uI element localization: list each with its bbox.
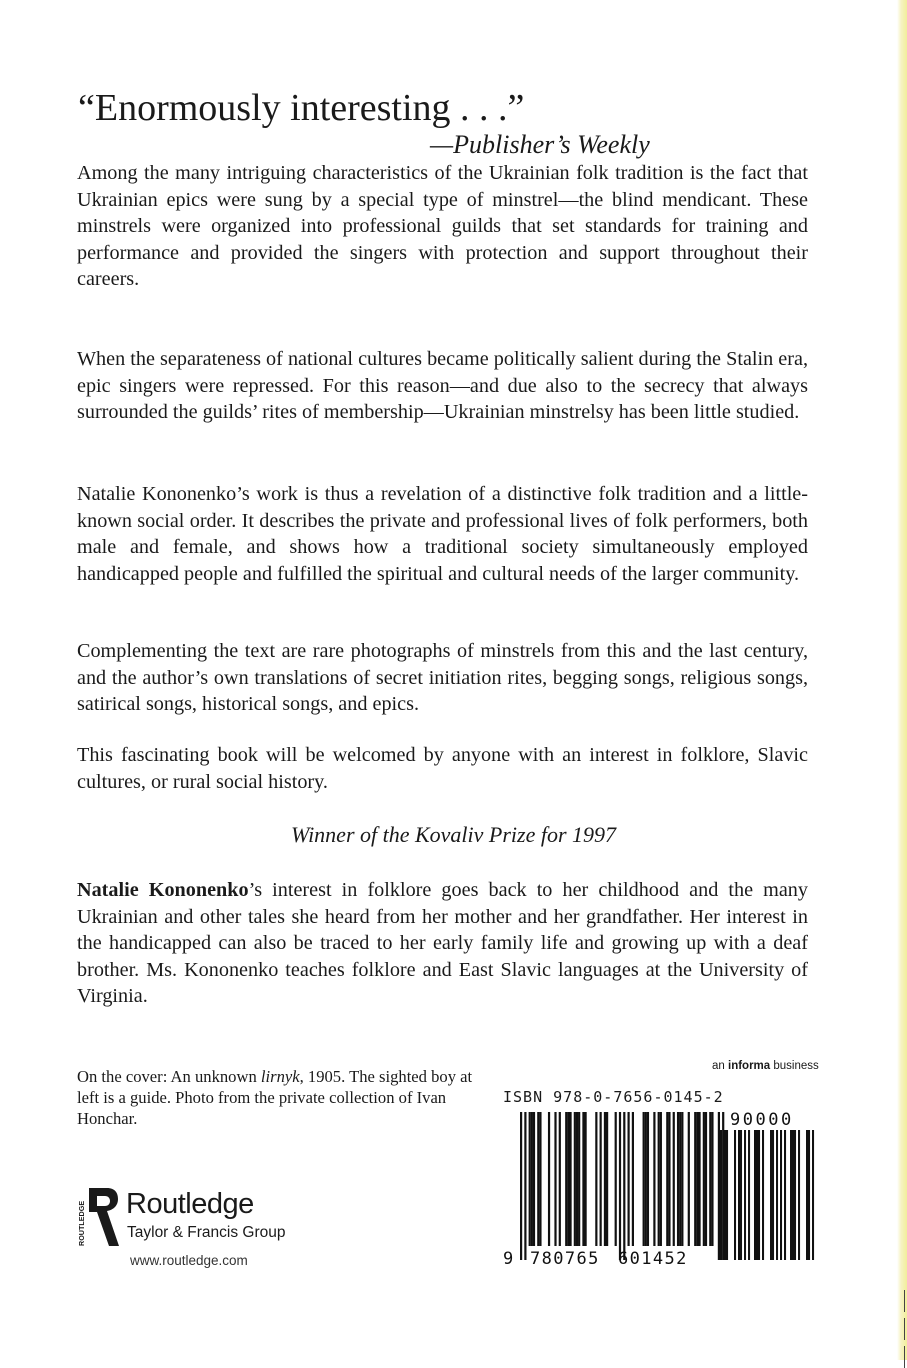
blurb-source: —Publisher’s Weekly: [430, 130, 650, 159]
barcode-bar: [632, 1112, 634, 1246]
barcode-bar: [696, 1112, 698, 1246]
barcode-bar: [660, 1112, 662, 1246]
addon-bar: [726, 1130, 728, 1260]
barcode-price-code: 90000: [730, 1110, 794, 1130]
edge-tick: [904, 1290, 905, 1312]
barcode-bar: [658, 1112, 660, 1246]
barcode-bar: [595, 1112, 597, 1246]
barcode-bar: [628, 1112, 630, 1246]
barcode-bar: [677, 1112, 679, 1246]
ean-bars: [520, 1112, 724, 1260]
addon-bar: [790, 1130, 792, 1260]
cover-note: [77, 1066, 477, 1129]
barcode-bar: [531, 1112, 533, 1246]
prize-line: [0, 822, 907, 848]
addon-bar: [772, 1130, 774, 1260]
barcode-bar: [600, 1112, 602, 1246]
barcode-bar: [722, 1112, 724, 1260]
barcode-bar: [698, 1112, 700, 1246]
barcode-bar: [623, 1112, 625, 1260]
addon-bar: [724, 1130, 726, 1260]
barcode-bar: [679, 1112, 681, 1246]
addon-bar: [806, 1130, 808, 1260]
blurb-quote: “Enormously interesting . . .”: [78, 87, 525, 129]
barcode-bar: [643, 1112, 645, 1246]
informa-bold: informa: [728, 1060, 771, 1072]
informa-suffix: business: [770, 1060, 819, 1072]
informa-prefix: an: [712, 1060, 728, 1072]
barcode-bar: [718, 1112, 720, 1260]
barcode-bar: [681, 1112, 683, 1246]
barcode-bar: [653, 1112, 655, 1246]
addon-bar: [754, 1130, 756, 1260]
addon-bar: [738, 1130, 740, 1260]
addon-bar: [798, 1130, 800, 1260]
paragraph-photographs: Complementing the text are rare photographs of minstrels from this and the last century, and the author’s own translations of secret initiation rites, begging songs, religious songs, satirical songs, historical songs, and epics.: [77, 640, 808, 715]
barcode-bar: [647, 1112, 649, 1246]
author-bio-text: ’s interest in folklore goes back to her childhood and the many Ukrainian and other tales she heard from her mother and her grandfather. Her interest in the handicapped can also be traced to her early family life and growing up with a deaf brother. Ms. Kononenko teaches folklore and East Slavic languages at the University of Virginia.: [77, 879, 808, 1007]
barcode-bar: [578, 1112, 580, 1246]
barcode-left-digits: 780765: [530, 1249, 600, 1268]
barcode-bar: [688, 1112, 690, 1246]
addon-bar: [720, 1130, 722, 1260]
author-bio: [77, 877, 808, 1010]
edge-tick: [904, 1318, 905, 1340]
addon-bar: [734, 1130, 736, 1260]
paragraph-work: Natalie Kononenko’s work is thus a revelation of a distinctive folk tradition and a little-known social order. It describes the private and professional lives of folk performers, both male and female, and shows how a traditional society simultaneously employed handicapped people and fulfilled the spiritual and cultural needs of the larger community.: [77, 483, 808, 585]
addon-bar: [758, 1130, 760, 1260]
barcode-bar: [548, 1112, 550, 1246]
barcode-bar: [537, 1112, 539, 1246]
barcode-bar: [711, 1112, 713, 1246]
barcode-bar: [524, 1112, 526, 1260]
barcode-bar: [645, 1112, 647, 1246]
barcode-bar: [529, 1112, 531, 1246]
barcode-bar: [705, 1112, 707, 1246]
barcode-bar: [582, 1112, 584, 1246]
addon-bar: [776, 1130, 778, 1260]
barcode-right-digits: 601452: [618, 1249, 688, 1268]
paragraph-stalin-era: When the separateness of national cultures became politically salient during the Stalin era, epic singers were repressed. For this reason—and due also to the secrecy that always surrounded the guilds’ rites of membership—Ukrainian minstrelsy has been little studied.: [77, 348, 808, 423]
addon-bar: [794, 1130, 796, 1260]
addon-bar: [748, 1130, 750, 1260]
addon-bar: [770, 1130, 772, 1260]
addon-bar: [756, 1130, 758, 1260]
addon-bar: [740, 1130, 742, 1260]
barcode: [500, 1108, 820, 1268]
addon-bar: [762, 1130, 764, 1260]
barcode-bar: [569, 1112, 571, 1246]
barcode-bar: [666, 1112, 668, 1246]
barcode-bar: [565, 1112, 567, 1246]
author-name: Natalie Kononenko: [77, 879, 249, 901]
addon-bar: [784, 1130, 786, 1260]
prize-text: Winner of the Kovaliv Prize for 1997: [290, 822, 617, 847]
barcode-bar: [709, 1112, 711, 1246]
informa-tagline: [712, 1060, 819, 1072]
barcode-bar: [520, 1112, 522, 1260]
barcode-bar: [615, 1112, 617, 1246]
barcode-bar: [539, 1112, 541, 1246]
barcode-bar: [533, 1112, 535, 1246]
cover-note-italic: lirnyk: [260, 1067, 300, 1086]
barcode-bar: [554, 1112, 556, 1246]
isbn-label: ISBN 978-0-7656-0145-2: [503, 1088, 724, 1106]
publisher-name: Routledge: [126, 1188, 254, 1220]
barcode-bar: [703, 1112, 705, 1246]
barcode-bar: [585, 1112, 587, 1246]
barcode-bar: [619, 1112, 621, 1260]
addon-bar: [808, 1130, 810, 1260]
barcode-bar: [576, 1112, 578, 1246]
barcode-bar: [574, 1112, 576, 1246]
barcode-first-digit: 9: [503, 1249, 514, 1268]
barcode-bar: [567, 1112, 569, 1246]
cover-note-suffix: , 1905. The sighted boy at left is a guide. Photo from the private collection of Ivan Honchar.: [77, 1067, 473, 1128]
edge-tick: [904, 1346, 905, 1368]
paragraph-audience: This fascinating book will be welcomed by anyone with an interest in folklore, Slavic cultures, or rural social history.: [77, 744, 808, 793]
addon-bar: [792, 1130, 794, 1260]
barcode-bar: [668, 1112, 670, 1246]
publisher-website: www.routledge.com: [130, 1253, 248, 1268]
cover-note-prefix: On the cover: An unknown: [77, 1067, 261, 1086]
page-edge: [897, 0, 907, 1360]
publisher-group: Taylor & Francis Group: [127, 1224, 286, 1241]
barcode-bar: [694, 1112, 696, 1246]
barcode-bar: [559, 1112, 561, 1246]
barcode-bar: [604, 1112, 606, 1246]
routledge-vertical-wordmark: ROUTLEDGE: [77, 1200, 86, 1246]
barcode-bar: [606, 1112, 608, 1246]
addon-bar: [812, 1130, 814, 1260]
paragraph-tradition: Among the many intriguing characteristics of the Ukrainian folk tradition is the fact that Ukrainian epics were sung by a special type of minstrel—the blind mendicant. These minstrels were organized into professional guilds that set standards for training and performance and provided the singers with protection and support throughout their careers.: [77, 162, 808, 290]
addon-bars: [720, 1130, 814, 1260]
addon-bar: [780, 1130, 782, 1260]
routledge-logo-icon: [75, 1186, 119, 1248]
barcode-bar: [673, 1112, 675, 1246]
addon-bar: [744, 1130, 746, 1260]
